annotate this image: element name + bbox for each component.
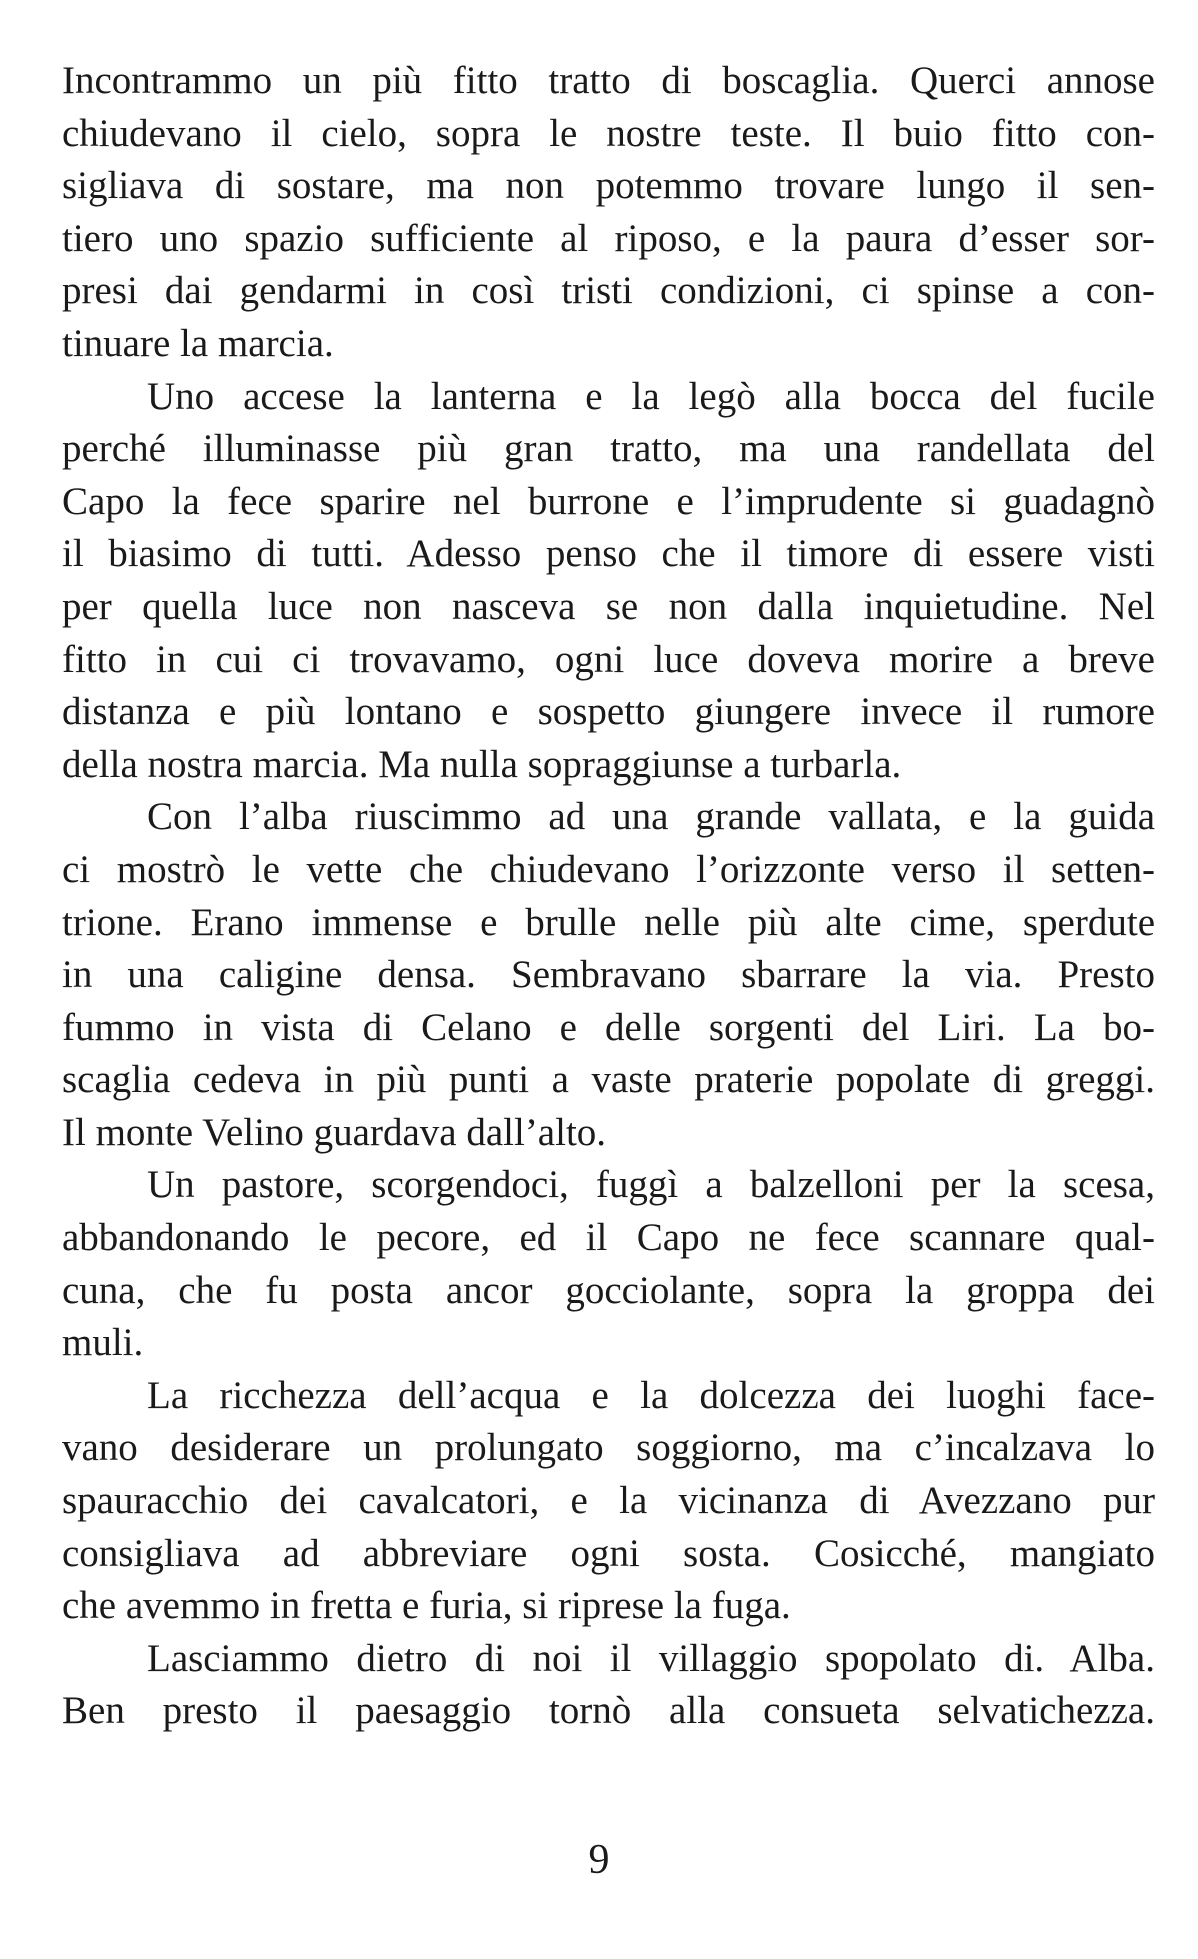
paragraph (62, 1370, 1155, 1633)
text-line: Un pastore, scorgendoci, fuggì a balzelloni per la scesa, (147, 1163, 1155, 1207)
text-line: distanza e più lontano e sospetto giungere invece il rumore (62, 690, 1155, 734)
text-line: scaglia cedeva in più punti a vaste praterie popolate di greggi. (62, 1058, 1155, 1102)
paragraph (62, 55, 1155, 371)
text-line: Lasciammo dietro di noi il villaggio spopolato di. Alba. (147, 1636, 1155, 1680)
paragraph (62, 1633, 1155, 1738)
text-line: Con l’alba riuscimmo ad una grande vallata, e la guida (147, 795, 1155, 839)
paragraph (62, 371, 1155, 792)
text-line: in una caligine densa. Sembravano sbarrare la via. Presto (62, 953, 1155, 997)
text-line: presi dai gendarmi in così tristi condizioni, ci spinse a con- (62, 269, 1155, 313)
text-line: La ricchezza dell’acqua e la dolcezza dei luoghi face- (147, 1373, 1155, 1417)
text-line: che avemmo in fretta e furia, si riprese la fuga. (62, 1584, 791, 1628)
text-line: sigliava di sostare, ma non potemmo trovare lungo il sen- (62, 164, 1155, 208)
body-text (62, 55, 1155, 1738)
text-line: spauracchio dei cavalcatori, e la vicinanza di Avezzano pur (62, 1479, 1155, 1523)
text-line: cuna, che fu posta ancor gocciolante, sopra la groppa dei (62, 1268, 1155, 1312)
text-line: il biasimo di tutti. Adesso penso che il timore di essere visti (62, 532, 1155, 576)
text-line: ci mostrò le vette che chiudevano l’orizzonte verso il setten- (62, 847, 1155, 891)
text-line: perché illuminasse più gran tratto, ma una randellata del (62, 427, 1155, 471)
text-line: consigliava ad abbreviare ogni sosta. Cosicché, mangiato (62, 1531, 1155, 1575)
text-line: Il monte Velino guardava dall’alto. (62, 1110, 607, 1154)
text-line: della nostra marcia. Ma nulla sopraggiunse a turbarla. (62, 742, 902, 786)
text-line: chiudevano il cielo, sopra le nostre teste. Il buio fitto con- (62, 111, 1155, 155)
text-line: Incontrammo un più fitto tratto di boscaglia. Querci annose (62, 59, 1155, 102)
text-line: Capo la fece sparire nel burrone e l’imprudente si guadagnò (62, 479, 1155, 523)
text-line: fummo in vista di Celano e delle sorgenti del Liri. La bo- (62, 1005, 1155, 1049)
text-line: abbandonando le pecore, ed il Capo ne fece scannare qual- (62, 1216, 1155, 1260)
paragraph (62, 791, 1155, 1159)
text-line: Ben presto il paesaggio tornò alla consueta selvatichezza. (62, 1689, 1155, 1733)
page-number: 9 (588, 1837, 610, 1883)
text-line: vano desiderare un prolungato soggiorno, ma c’incalzava lo (62, 1426, 1155, 1470)
text-line: trione. Erano immense e brulle nelle più alte cime, sperdute (62, 900, 1155, 944)
text-line: tiero uno spazio sufficiente al riposo, e la paura d’esser sor- (62, 216, 1155, 260)
text-line: Uno accese la lanterna e la legò alla bocca del fucile (147, 374, 1155, 418)
text-line: tinuare la marcia. (62, 321, 334, 365)
text-line: fitto in cui ci trovavamo, ogni luce doveva morire a breve (62, 637, 1155, 681)
text-line: muli. (62, 1321, 144, 1365)
text-line: per quella luce non nasceva se non dalla inquietudine. Nel (62, 584, 1155, 628)
paragraph (62, 1159, 1155, 1369)
